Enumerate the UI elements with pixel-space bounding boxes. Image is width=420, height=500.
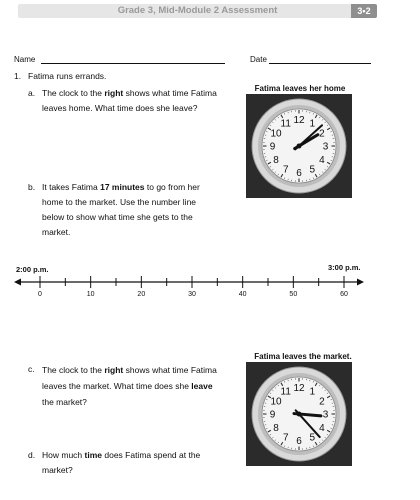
clock-market-numeral: 6 <box>296 436 302 448</box>
number-line-left-arrow <box>14 279 21 286</box>
number-line-tick-label: 0 <box>38 291 42 298</box>
part-a <box>28 86 238 118</box>
clock-home-numeral: 6 <box>296 168 302 180</box>
clock-home-numeral: 11 <box>280 118 291 130</box>
part-c-letter: c. <box>28 364 35 374</box>
clock-home-numeral: 10 <box>270 128 282 140</box>
clock-home-numeral: 12 <box>293 115 305 127</box>
date-field[interactable] <box>250 54 371 64</box>
part-d-line2: market? <box>42 465 73 475</box>
clock-home <box>246 94 352 198</box>
number-line-tick-label: 10 <box>86 291 95 298</box>
clock-market-numeral: 8 <box>273 422 279 434</box>
name-label: Name <box>14 55 36 64</box>
part-d-line1: How much time does Fatima spend at the <box>42 450 201 460</box>
clock-home-numeral: 5 <box>309 164 316 176</box>
clock-market-face <box>246 362 352 466</box>
question-stem: Fatima runs errands. <box>28 71 107 81</box>
clock-home-face <box>246 94 352 198</box>
clock-market-center-pin <box>297 412 302 417</box>
clock-home-numeral: 9 <box>269 141 276 153</box>
date-label: Date <box>250 55 267 64</box>
number-line-right-arrow <box>357 279 364 286</box>
clock-home-numeral: 3 <box>322 141 329 153</box>
clock-home-numeral: 4 <box>319 154 325 166</box>
clock-market-numeral: 3 <box>322 409 329 421</box>
part-a-line1: The clock to the right shows what time Fatima <box>42 88 217 98</box>
question-number: 1. <box>14 71 22 81</box>
header-title: Grade 3, Mid-Module 2 Assessment <box>117 5 278 16</box>
clock-home-numeral: 7 <box>282 164 289 176</box>
name-blank[interactable] <box>41 54 225 64</box>
part-a-line2: leaves home. What time does she leave? <box>42 103 198 113</box>
date-blank[interactable] <box>269 54 371 64</box>
clock-market-numeral: 9 <box>269 409 276 421</box>
clock-market-numeral: 12 <box>293 383 305 395</box>
clock-home-numeral: 1 <box>309 118 316 130</box>
part-c-line3: the market? <box>42 397 87 407</box>
number-line-tick-label: 40 <box>238 291 247 298</box>
name-field[interactable] <box>14 54 225 64</box>
number-line-tick-label: 50 <box>289 291 298 298</box>
clock-home-numeral: 8 <box>273 154 279 166</box>
number-line-tick-label: 20 <box>137 291 146 298</box>
part-c-line1: The clock to the right shows what time Fatima <box>42 365 217 375</box>
clock-market-numeral: 5 <box>309 432 316 444</box>
clock-home-caption: Fatima leaves her home <box>254 84 346 93</box>
part-b-line4: market. <box>42 227 71 237</box>
part-b <box>28 180 238 242</box>
grade-badge: 3•2 <box>351 4 377 18</box>
header-bar <box>18 4 377 18</box>
part-c-line2: leaves the market. What time does she leave <box>42 381 213 391</box>
number-line-start-label: 2:00 p.m. <box>16 265 49 274</box>
part-c <box>28 362 238 408</box>
part-a-letter: a. <box>28 88 36 98</box>
number-line-tick-label: 30 <box>188 291 196 298</box>
part-b-letter: b. <box>28 182 36 192</box>
part-b-line2: home to the market. Use the number line <box>42 197 197 207</box>
clock-market-numeral: 7 <box>282 432 289 444</box>
part-d <box>28 448 238 480</box>
clock-market-numeral: 11 <box>280 386 291 398</box>
question-1 <box>14 69 254 84</box>
part-d-letter: d. <box>28 450 36 460</box>
part-b-line3: below to show what time she gets to the <box>42 212 193 222</box>
clock-home-numeral: 2 <box>319 128 325 140</box>
clock-home-center-pin <box>297 144 302 149</box>
number-line-end-label: 3:00 p.m. <box>328 263 361 272</box>
part-b-line1: It takes Fatima 17 minutes to go from her <box>42 182 200 192</box>
clock-market <box>246 362 352 466</box>
clock-market-numeral: 4 <box>319 422 325 434</box>
clock-market-numeral: 2 <box>319 396 325 408</box>
number-line-tick-label: 60 <box>340 291 348 298</box>
clock-market-numeral: 10 <box>270 396 282 408</box>
clock-market-numeral: 1 <box>309 386 316 398</box>
clock-market-caption: Fatima leaves the market. <box>254 352 352 361</box>
